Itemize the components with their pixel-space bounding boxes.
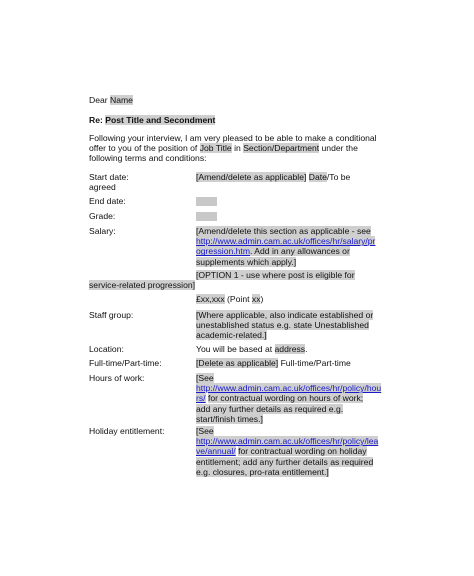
start-date-label-line1: Start date: (89, 172, 129, 182)
start-date-field: Date (308, 172, 327, 182)
salutation (89, 95, 133, 105)
intro-line-2-prefix: offer to you of the position of (89, 143, 198, 154)
intro-line-1: Following your interview, I am very pleased to be able to make a conditional (89, 133, 377, 143)
full-time-instruction: [Delete as applicable] (196, 358, 279, 368)
grade-blank-field (196, 212, 217, 221)
hours-line5: start/finish times.] (196, 413, 263, 424)
location-prefix: You will be based at (196, 344, 273, 354)
salary-progression-text: service-related progression] (89, 280, 196, 290)
intro-line-2-in: in (234, 143, 241, 154)
salary-instruction-line3: . Add in any allowances or (249, 246, 350, 257)
salary-amount-field: £xx,xxx (196, 294, 225, 304)
full-time-value (196, 358, 351, 368)
holiday-line3: entitlement; add any further details as required (196, 456, 374, 467)
end-date-blank-field (196, 197, 217, 206)
holiday-policy-link[interactable]: http://www.admin.cam.ac.uk/offices/hr/policy/lea (196, 436, 379, 447)
salutation-prefix: Dear (89, 95, 108, 105)
staff-group-value (196, 310, 373, 341)
job-title-field: Job Title (199, 143, 232, 154)
holiday-line2: for contractual wording on holiday (238, 446, 367, 457)
salary-option-line (196, 270, 355, 280)
end-date-value (196, 196, 217, 206)
start-date-label (89, 172, 129, 192)
location-suffix: . (305, 344, 308, 354)
salary-label: Salary: (89, 226, 116, 236)
hours-line4: add any further details as required e.g. (196, 403, 344, 414)
salary-instruction-line4: supplements which apply.] (196, 256, 297, 267)
subject-line (89, 115, 215, 125)
salary-point-field: xx (251, 294, 261, 304)
start-date-suffix: /To be (326, 172, 351, 182)
salary-progression-line (89, 280, 195, 290)
salary-option-text: [OPTION 1 - use where post is eligible for (196, 270, 355, 280)
holiday-line4: e.g. closures, pro-rata entitlement.] (196, 466, 329, 477)
staff-group-line2: unestablished status e.g. state Unestablished (196, 320, 369, 331)
salutation-name: Name (110, 95, 133, 105)
salary-progression-link-cont[interactable]: ogression.htm (196, 246, 250, 257)
re-subject: Post Title and Secondment (105, 115, 216, 125)
salary-value (196, 226, 375, 267)
full-time-options: Full-time/Part-time (280, 358, 351, 368)
hours-label: Hours of work: (89, 373, 145, 383)
salary-instruction-line1: [Amend/delete this section as applicable - see (196, 226, 371, 236)
hours-policy-link[interactable]: http://www.admin.cam.ac.uk/offices/hr/policy/hou (196, 383, 382, 394)
staff-group-line1: [Where applicable, also indicate established or (196, 310, 374, 320)
hours-line3: for contractual wording on hours of work; (207, 393, 364, 404)
start-date-instruction: [Amend/delete as applicable] (196, 172, 307, 182)
intro-line-3: following terms and conditions: (89, 153, 207, 164)
intro-line-2-suffix: under the (321, 143, 358, 154)
full-time-label: Full-time/Part-time: (89, 358, 162, 368)
hours-see: [See (196, 373, 214, 383)
grade-label: Grade: (89, 211, 116, 221)
location-label: Location: (89, 344, 124, 354)
location-value (196, 344, 308, 354)
salary-point-close: ) (260, 294, 264, 304)
intro-paragraph (89, 133, 377, 164)
salary-amount (196, 294, 263, 304)
address-field: address (274, 344, 306, 354)
hours-policy-link-cont[interactable]: rs/ (196, 393, 206, 404)
staff-group-label: Staff group: (89, 310, 134, 320)
salary-progression-link[interactable]: http://www.admin.cam.ac.uk/offices/hr/salary/pr (196, 236, 376, 247)
re-label: Re: (89, 115, 103, 125)
hours-value (196, 373, 381, 424)
holiday-value (196, 426, 378, 477)
section-department-field: Section/Department (243, 143, 320, 154)
holiday-policy-link-cont[interactable]: ve/annual/ (196, 446, 236, 457)
holiday-see: [See (196, 426, 214, 436)
start-date-label-line2: agreed (89, 182, 116, 193)
grade-value (196, 211, 217, 221)
start-date-value (196, 172, 350, 182)
holiday-label: Holiday entitlement: (89, 426, 165, 436)
intro-line-2 (89, 143, 377, 153)
staff-group-line3: academic-related.] (196, 330, 267, 341)
salary-point-text: (Point (227, 294, 250, 304)
end-date-label: End date: (89, 196, 126, 206)
